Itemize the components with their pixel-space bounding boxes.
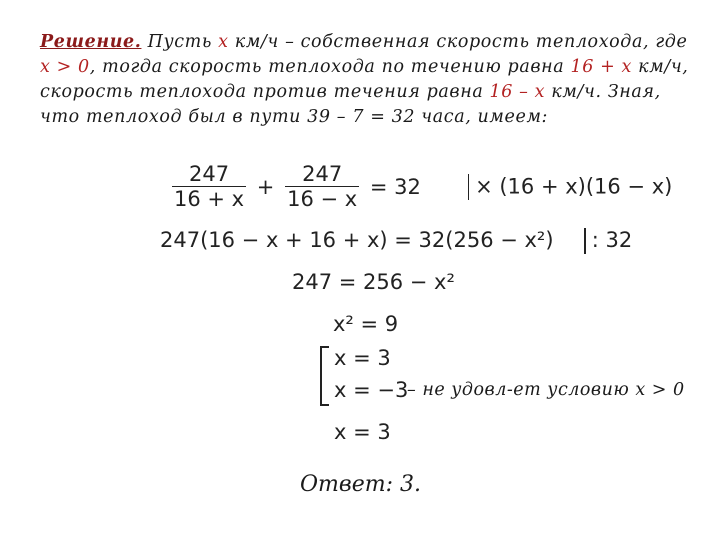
condition-x-positive: х > 0: [40, 57, 90, 77]
plus-sign: +: [256, 174, 275, 199]
answer: Ответ: 3.: [300, 472, 421, 497]
text-part-1: Пусть: [141, 32, 219, 52]
solution-label: Решение.: [40, 32, 142, 52]
fraction-1-denominator: 16 + x: [174, 187, 245, 211]
text-part-2: км/ч – собственная скорость теплохода, где: [228, 32, 688, 52]
equation-simplified: 247 = 256 − x²: [292, 270, 455, 294]
root-rejection-note: – не удовл-ет условию х > 0: [407, 380, 685, 400]
fraction-2-numerator: 247: [302, 162, 343, 186]
text-part-4: км/ч, скорость теплохода против течения равна: [40, 57, 689, 102]
fraction-1: [172, 162, 246, 211]
fraction-2-denominator: 16 − x: [287, 187, 358, 211]
fraction-2: [285, 162, 359, 211]
roots-bracket: [320, 346, 329, 406]
text-part-3: , тогда скорость теплохода по течению равна: [89, 57, 571, 77]
root-negative: x = −3: [334, 378, 409, 402]
equation-expanded: [160, 228, 632, 254]
equation-rhs: = 32: [369, 174, 421, 199]
equation-x-squared: x² = 9: [333, 312, 399, 336]
speed-upstream: 16 – х: [489, 82, 546, 102]
operation-multiply: × (16 + x)(16 − x): [475, 174, 673, 199]
equation-expanded-text: 247(16 − x + 16 + x) = 32(256 − x²): [160, 228, 554, 252]
final-root: x = 3: [334, 420, 391, 444]
equation-fractions: [172, 162, 672, 211]
operation-bar-2: [584, 228, 586, 254]
root-positive: x = 3: [334, 346, 391, 370]
fraction-1-numerator: 247: [189, 162, 230, 186]
operation-bar: [468, 174, 470, 200]
operation-divide: : 32: [591, 228, 633, 252]
var-x: х: [218, 32, 229, 52]
speed-downstream: 16 + х: [570, 57, 632, 77]
text-part-5: км/ч. Зная, что теплоход был в пути 39 – 7 = 32 часа, имеем:: [40, 82, 661, 127]
solution-paragraph: [40, 30, 690, 130]
